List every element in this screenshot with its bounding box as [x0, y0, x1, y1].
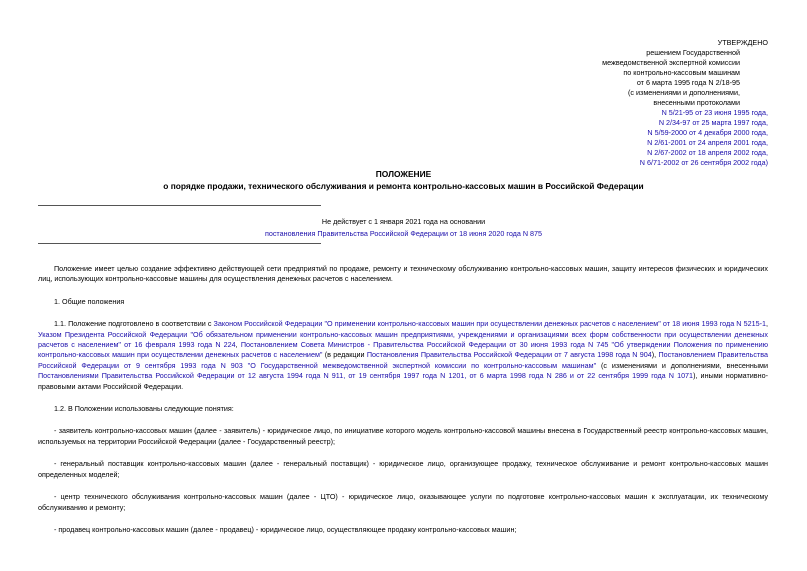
- approval-line: внесенными протоколами: [653, 98, 740, 107]
- protocol-link[interactable]: N 2/34-97 от 25 марта 1997 года,: [658, 118, 768, 127]
- protocol-link[interactable]: N 2/67-2002 от 18 апреля 2002 года,: [647, 148, 768, 157]
- approval-line: от 6 марта 1995 года N 2/18-95: [636, 78, 740, 87]
- notice-text: Не действует с 1 января 2021 года на основании: [321, 217, 486, 226]
- status-notice: [0, 216, 807, 240]
- protocol-link[interactable]: N 5/21-95 от 23 июня 1995 года,: [661, 108, 768, 117]
- paragraph-1-2: 1.2. В Положении использованы следующие понятия:: [54, 404, 234, 414]
- notice-link[interactable]: постановления Правительства Российской Федерации от 18 июня 2020 года N 875: [264, 229, 543, 238]
- definition-supplier: - генеральный поставщик контрольно-кассовых машин (далее - генеральный поставщик) - юридическое лицо, организующее продажу, техническое обслуживание и ремонт контрольно-кассовых машин определенных моделей;: [38, 459, 768, 479]
- section-heading: 1. Общие положения: [54, 296, 125, 306]
- decree-link[interactable]: Указом Президента Российской Федерации "Об обязательном применении контрольно-кассовых машин предприятиями, учреждениями и организациями всех форм собственности при осуществлении денежных расчетов с населением" от 16 февраля 1993 года N 224: [38, 329, 768, 350]
- divider-top: [38, 205, 321, 206]
- protocol-link[interactable]: N 2/61-2001 от 24 апреля 2001 года,: [647, 138, 768, 147]
- resolution-link[interactable]: Постановлением Совета Министров - Правительства Российской Федерации от 30 июня 1993 года N 745 "Об утверждении Положения по применению контрольно-кассовых машин при осуществлении денежных расчетов с населением": [38, 340, 768, 360]
- definition-applicant: - заявитель контрольно-кассовых машин (далее - заявитель) - юридическое лицо, по инициативе которого модель контрольно-кассовой машины внесена в Государственный реестр контрольно-кассовых машин, используемых на территории Российской Федерации (далее - Государственный реестр);: [38, 426, 768, 446]
- protocol-link[interactable]: N 5/59-2000 от 4 декабря 2000 года,: [647, 128, 768, 137]
- resolution-link[interactable]: Постановления Правительства Российской Федерации от 7 августа 1998 года N 904: [366, 350, 652, 360]
- approval-line: решением Государственной: [646, 48, 740, 57]
- divider-bottom: [38, 243, 321, 244]
- title-line-2: о порядке продажи, технического обслуживания и ремонта контрольно-кассовых машин в Российской Федерации: [163, 181, 644, 191]
- approval-line: межведомственной экспертной комиссии: [602, 58, 740, 67]
- document-title: [0, 168, 807, 192]
- law-link[interactable]: Законом Российской Федерации "О применении контрольно-кассовых машин при осуществлении денежных расчетов с населением" от 18 июня 1993 года N 5215-1: [213, 319, 766, 329]
- resolution-link[interactable]: Постановлением Правительства Российской Федерации от 9 сентября 1993 года N 903 "О Государственной межведомственной экспертной комиссии по контрольно-кассовым машинам": [38, 350, 768, 370]
- approval-line: по контрольно-кассовым машинам: [623, 68, 740, 77]
- title-line-1: ПОЛОЖЕНИЕ: [375, 169, 432, 179]
- paragraph-1-1: 1.1. Положение подготовлено в соответствии с Законом Российской Федерации "О применении контрольно-кассовых машин при осуществлении денежных расчетов с населением" от 18 июня 1993 года N 5215-1, Указом Президента Российской Федерации "Об обязательном применении контрольно-кассовых машин предприятиями, учреждениями и организациями всех форм собственности при осуществлении денежных расчетов с населением" от 16 февраля 1993 года N 224, Постановлением Совета Министров - Правительства Российской Федерации от 30 июня 1993 года N 745 "Об утверждении Положения по применению контрольно-кассовых машин при осуществлении денежных расчетов с населением" (в редакции Постановления Правительства Российской Федерации от 7 августа 1998 года N 904), Постановлением Правительства Российской Федерации от 9 сентября 1993 года N 903 "О Государственной межведомственной экспертной комиссии по контрольно-кассовым машинам" (с изменениями и дополнениями, внесенными Постановлениями Правительства Российской Федерации от 12 августа 1994 года N 911, от 19 сентября 1997 года N 1201, от 6 марта 1998 года N 286 и от 22 сентября 1999 года N 1071), иными нормативно-правовыми актами Российской Федерации.: [38, 319, 768, 391]
- definition-seller: - продавец контрольно-кассовых машин (далее - продавец) - юридическое лицо, осуществляющее продажу контрольно-кассовых машин;: [54, 524, 517, 534]
- document-body: [38, 264, 768, 535]
- approval-heading: УТВЕРЖДЕНО: [717, 38, 768, 47]
- approval-block: [548, 38, 768, 168]
- definition-service-center: - центр технического обслуживания контрольно-кассовых машин (далее - ЦТО) - юридическое лицо, оказывающее услуги по подготовке контрольно-кассовых машин к эксплуатации, их техническому обслуживанию и ремонту;: [38, 492, 768, 512]
- intro-paragraph: Положение имеет целью создание эффективно действующей сети предприятий по продаже, ремонту и техническому обслуживанию контрольно-кассовых машин, защиту интересов физических и юридических лиц, использующих контрольно-кассовые машины для осуществления денежных расчетов с населением.: [38, 264, 768, 284]
- resolution-link[interactable]: Постановлениями Правительства Российской Федерации от 12 августа 1994 года N 911, от 19 сентября 1997 года N 1201, от 6 марта 1998 года N 286 и от 22 сентября 1999 года N 1071: [38, 371, 694, 381]
- protocol-link[interactable]: N 6/71-2002 от 26 сентября 2002 года): [639, 158, 768, 167]
- approval-line: (с изменениями и дополнениями,: [628, 88, 740, 97]
